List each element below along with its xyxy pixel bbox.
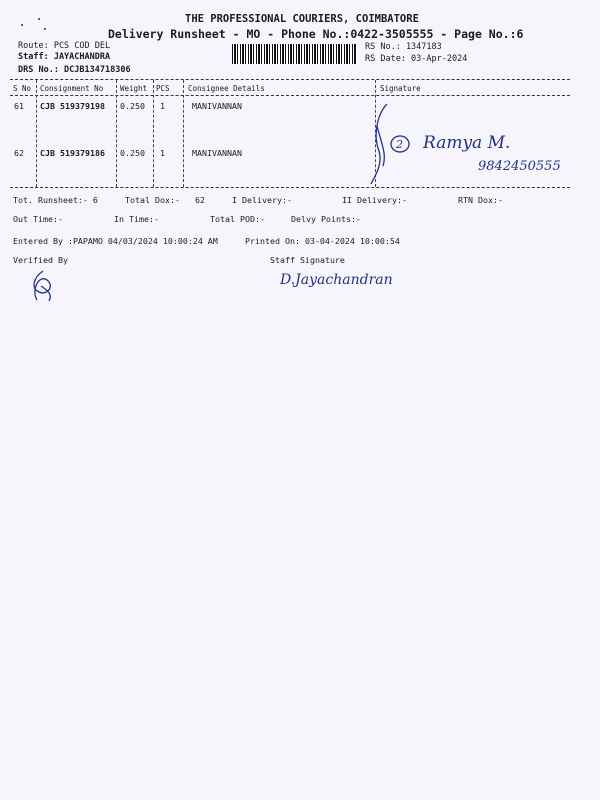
col-header-pcs: PCS	[156, 84, 170, 93]
row-pcs: 1	[160, 101, 165, 111]
row-sno: 62	[14, 148, 24, 158]
rs-number: RS No.: 1347183	[365, 42, 442, 52]
barcode	[232, 44, 357, 64]
printed-on: Printed On: 03-04-2024 10:00:54	[245, 236, 400, 246]
paper-speck	[44, 28, 46, 30]
total-dox-label: Total Dox:-	[125, 195, 180, 205]
staff-handwritten-signature	[276, 262, 416, 302]
row-consignee: MANIVANNAN	[192, 148, 242, 158]
receiver-phone: 9842450555	[478, 159, 561, 174]
receiver-signature	[365, 96, 595, 191]
col-header-sno: S No	[13, 84, 32, 93]
row-pcs: 1	[160, 148, 165, 158]
column-divider	[153, 80, 154, 187]
table-top-rule	[10, 79, 570, 80]
staff-label: Staff: JAYACHANDRA	[18, 52, 111, 62]
column-divider	[116, 80, 117, 187]
col-header-signature: Signature	[380, 84, 421, 93]
in-time: In Time:-	[114, 214, 159, 224]
column-divider	[183, 80, 184, 187]
i-delivery: I Delivery:-	[232, 195, 292, 205]
paper-speck	[38, 18, 40, 20]
column-divider	[36, 80, 37, 187]
col-header-weight: Weight	[120, 84, 148, 93]
drs-number: DRS No.: DCJB134718306	[18, 65, 131, 75]
total-dox-value: 62	[195, 195, 205, 205]
verified-initials-signature	[25, 268, 65, 304]
verified-by-label: Verified By	[13, 255, 68, 265]
row-weight: 0.250	[120, 101, 145, 111]
out-time: Out Time:-	[13, 214, 63, 224]
company-title: THE PROFESSIONAL COURIERS, COIMBATORE	[185, 13, 419, 25]
runsheet-subtitle: Delivery Runsheet - MO - Phone No.:0422-3505555 - Page No.:6	[108, 27, 524, 41]
circled-number: 2	[396, 138, 403, 151]
paper-speck	[21, 24, 23, 26]
total-pod: Total POD:-	[210, 214, 265, 224]
row-consignment-no: CJB 519379186	[40, 148, 105, 158]
col-header-consignment: Consignment No	[40, 84, 104, 93]
route-label: Route: PCS COD DEL	[18, 41, 111, 51]
delvy-points: Delvy Points:-	[291, 214, 361, 224]
receiver-name: Ramya M.	[423, 133, 511, 153]
row-sno: 61	[14, 101, 24, 111]
ii-delivery: II Delivery:-	[342, 195, 407, 205]
row-consignee: MANIVANNAN	[192, 101, 242, 111]
rs-date: RS Date: 03-Apr-2024	[365, 54, 468, 64]
staff-signature-text: D.Jayachandran	[280, 272, 393, 288]
row-consignment-no: CJB 519379198	[40, 101, 105, 111]
col-header-consignee: Consignee Details	[188, 84, 265, 93]
rtn-dox: RTN Dox:-	[458, 195, 503, 205]
staff-signature-label: Staff Signature	[270, 255, 345, 265]
row-weight: 0.250	[120, 148, 145, 158]
tot-runsheet: Tot. Runsheet:- 6	[13, 195, 98, 205]
entered-by: Entered By :PAPAMO 04/03/2024 10:00:24 AM	[13, 236, 218, 246]
